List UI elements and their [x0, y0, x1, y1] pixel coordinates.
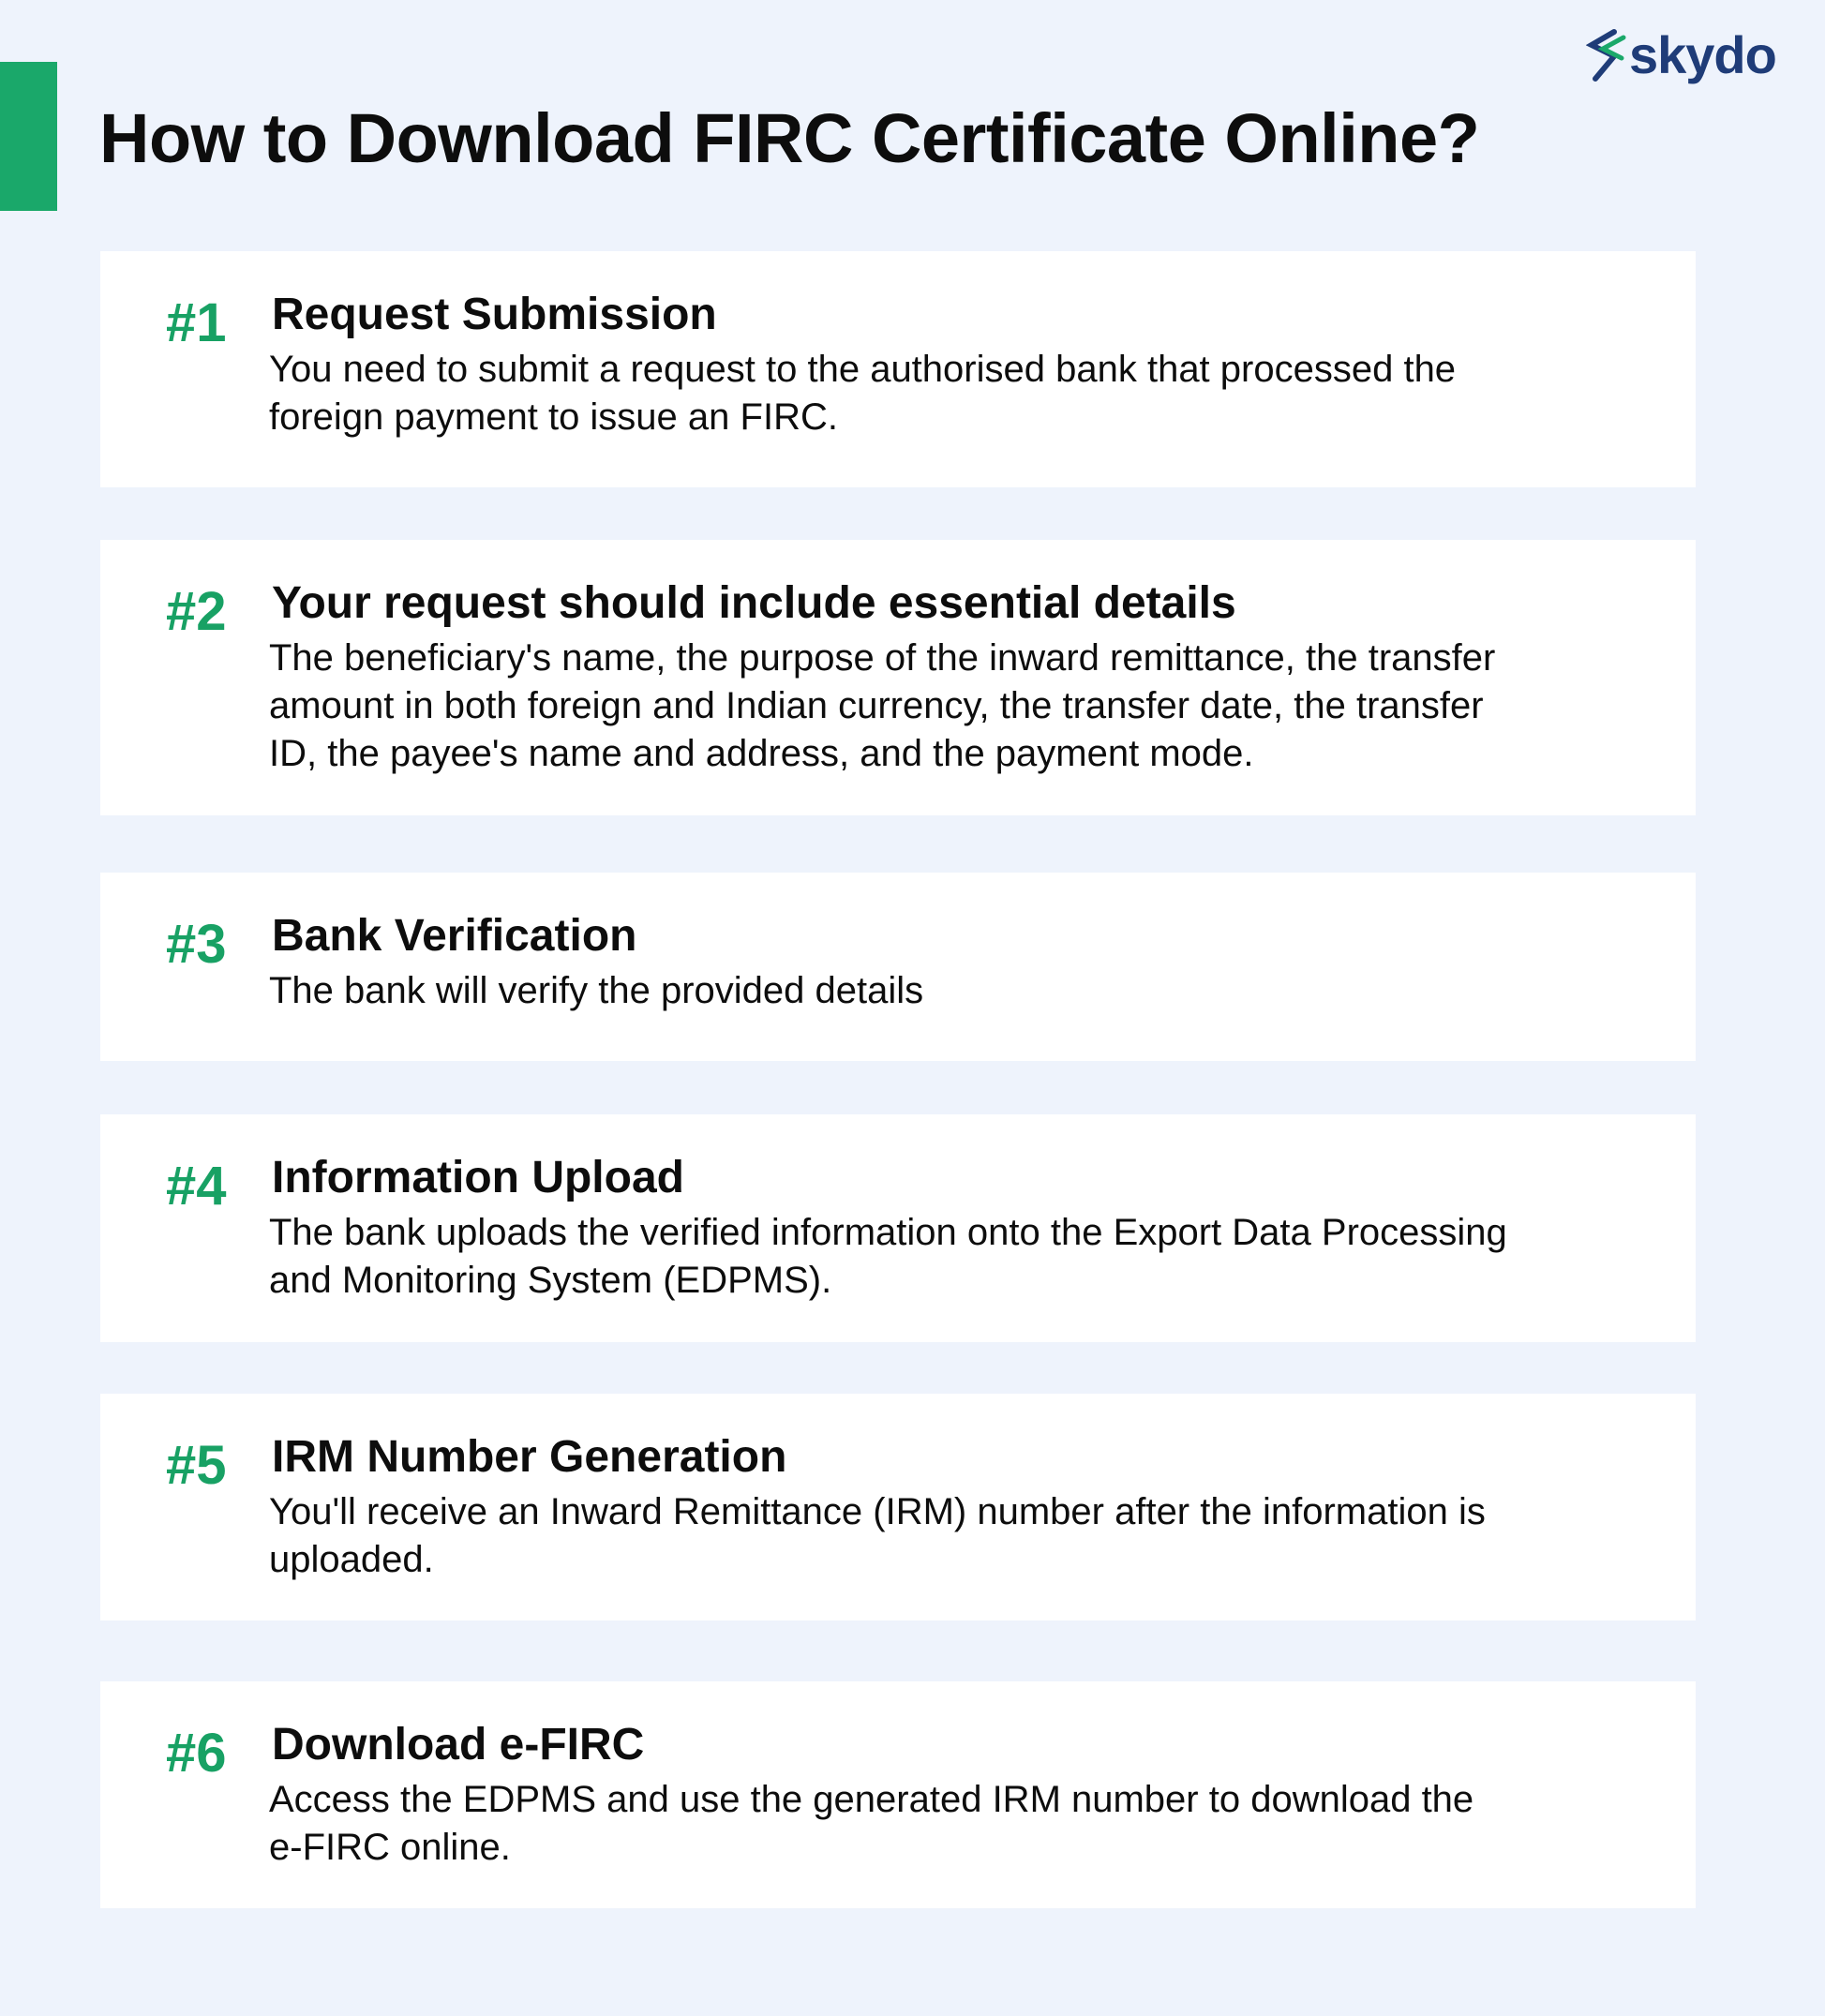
step-description: The beneficiary's name, the purpose of the inward remittance, the transfer amount in both foreign and Indian currency, the transfer date, the transfer ID, the payee's name and address, and the payment mode.	[269, 637, 1496, 774]
step-card-5	[100, 1394, 1696, 1620]
step-number: #5	[166, 1435, 227, 1496]
step-title: Bank Verification	[272, 911, 637, 961]
step-number: #1	[166, 292, 227, 353]
step-description: Access the EDPMS and use the generated IRM number to download the e-FIRC online.	[269, 1779, 1474, 1868]
step-description: You'll receive an Inward Remittance (IRM) number after the information is uploaded.	[269, 1491, 1486, 1580]
step-number: #4	[166, 1156, 227, 1217]
step-title: IRM Number Generation	[272, 1432, 787, 1482]
step-card-6	[100, 1681, 1696, 1908]
step-number: #2	[166, 581, 227, 642]
logo-wordmark: skydo	[1629, 25, 1776, 84]
step-card-4	[100, 1114, 1696, 1342]
step-card-3	[100, 873, 1696, 1061]
step-card-1	[100, 251, 1696, 487]
step-title: Download e-FIRC	[272, 1720, 645, 1770]
step-description: You need to submit a request to the authorised bank that processed the foreign payment to issue an FIRC.	[269, 349, 1457, 438]
page-title: How to Download FIRC Certificate Online?	[99, 99, 1480, 177]
skydo-logo-icon	[1586, 28, 1627, 82]
step-description: The bank will verify the provided details	[269, 970, 924, 1011]
step-number: #3	[166, 914, 227, 975]
step-title: Information Upload	[272, 1153, 684, 1202]
step-title: Your request should include essential details	[272, 578, 1236, 628]
step-card-2	[100, 540, 1696, 815]
step-description: The bank uploads the verified information onto the Export Data Processing and Monitoring System (EDPMS).	[269, 1212, 1507, 1301]
title-accent-bar	[0, 62, 57, 211]
skydo-logo	[1586, 22, 1776, 88]
step-number: #6	[166, 1723, 227, 1784]
step-title: Request Submission	[272, 290, 717, 339]
